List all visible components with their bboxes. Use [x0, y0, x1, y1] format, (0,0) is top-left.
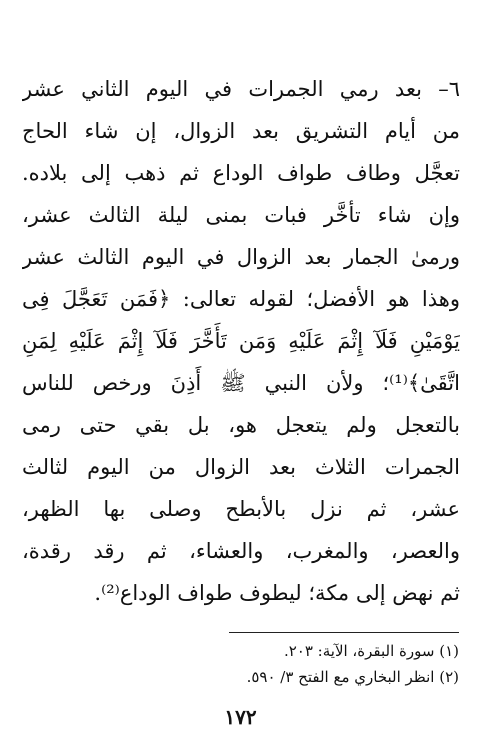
body-line: يَوْمَيْنِ فَلَآ إِثْمَ عَلَيْهِ وَمَن تَأَخَّرَ فَلَآ إِثْمَ عَلَيْهِ لِمَنِ: [22, 329, 460, 353]
body-line: بالتعجل ولم يتعجل هو، بل بقي حتى رمى: [22, 413, 460, 437]
footnote: (١) سورة البقرة، الآية: ٢٠٣.: [283, 642, 459, 660]
body-line: وهذا هو الأفضل؛ لقوله تعالى: ﴿فَمَن تَعَجَّلَ فِى: [22, 287, 460, 311]
footnote: (٢) انظر البخاري مع الفتح ٣/ ٥٩٠.: [246, 668, 459, 686]
footnotes: [21, 638, 459, 690]
body-line: ٦– بعد رمي الجمرات في اليوم الثاني عشر: [22, 77, 460, 101]
body-line: ثم نهض إلى مكة؛ ليطوف طواف الوداع⁽²⁾.: [94, 581, 460, 605]
body-line: عشر، ثم نزل بالأبطح وصلى بها الظهر،: [22, 497, 460, 521]
body-line: والعصر، والمغرب، والعشاء، ثم رقد رقدة،: [22, 539, 460, 563]
body-line: الجمرات الثلاث بعد الزوال من اليوم لثالث: [22, 455, 460, 479]
body-text: [22, 68, 460, 614]
page-number: ١٧٢: [224, 705, 257, 729]
body-line: تعجَّل وطاف طواف الوداع ثم ذهب إلى بلاده.: [22, 161, 460, 185]
body-line: من أيام التشريق بعد الزوال، إن شاء الحاج: [22, 119, 460, 143]
body-line: اتَّقَىٰ﴾⁽¹⁾؛ ولأن النبي ﷺ أَذِنَ ورخص للناس: [22, 371, 460, 395]
body-line: ورمىٰ الجمار بعد الزوال في اليوم الثالث عشر: [22, 245, 460, 269]
body-line: وإن شاء تأخَّر فبات بمنى ليلة الثالث عشر،: [22, 203, 460, 227]
footnote-divider: [229, 632, 459, 633]
